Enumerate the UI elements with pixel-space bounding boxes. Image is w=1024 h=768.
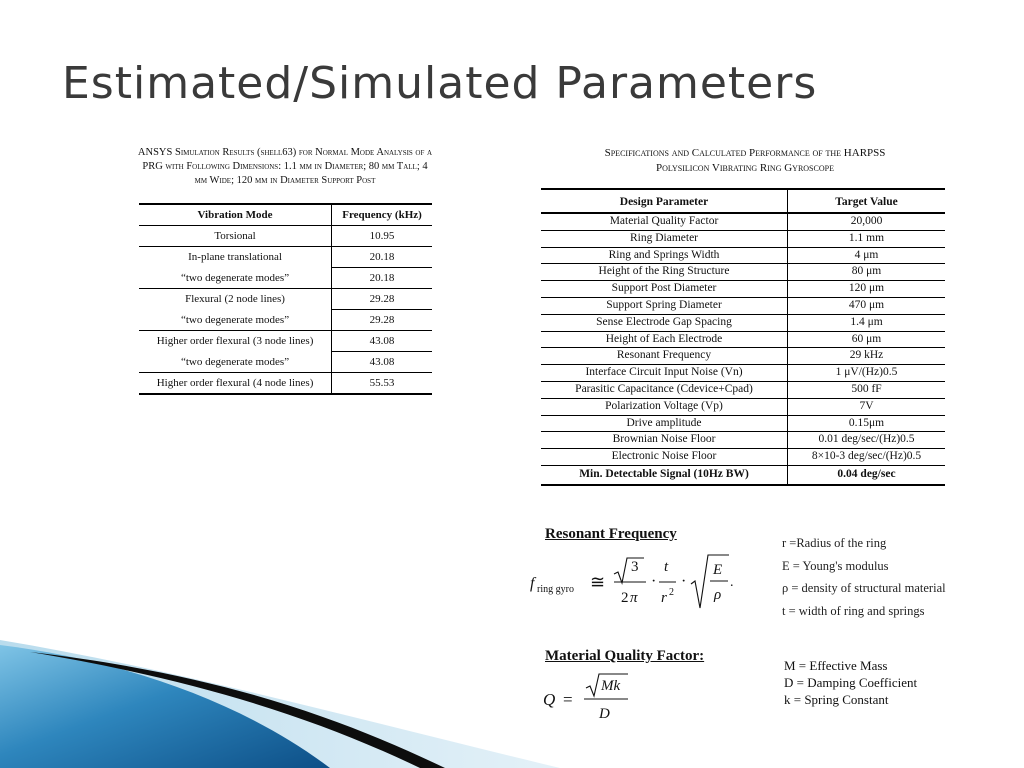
svg-text:·: · — [651, 573, 657, 590]
mode-cell: Torsional — [139, 226, 332, 247]
svg-text:≅: ≅ — [590, 572, 606, 592]
freq-cell: 55.53 — [332, 373, 432, 395]
table-row — [139, 268, 432, 289]
svg-text:ρ: ρ — [714, 587, 722, 603]
table-row — [541, 230, 945, 247]
table-row — [139, 373, 432, 395]
legend-item: E = Young's modulus — [782, 558, 889, 573]
value-cell: 1 μV/(Hz)0.5 — [788, 365, 946, 382]
table-row — [541, 432, 945, 449]
parameter-cell: Ring and Springs Width — [541, 247, 788, 264]
parameter-cell: Height of Each Electrode — [541, 331, 788, 348]
parameter-cell: Min. Detectable Signal (10Hz BW) — [541, 465, 788, 485]
table-row — [541, 281, 945, 298]
freq-cell: 43.08 — [332, 331, 432, 352]
value-cell: 1.4 μm — [788, 314, 946, 331]
mode-cell: In-plane translational — [139, 247, 332, 268]
legend-item: k = Spring Constant — [784, 692, 889, 707]
table-row — [541, 247, 945, 264]
parameter-cell: Sense Electrode Gap Spacing — [541, 314, 788, 331]
freq-cell: 10.95 — [332, 226, 432, 247]
svg-text:.: . — [730, 575, 734, 590]
col-header-frequency: Frequency (kHz) — [332, 204, 432, 226]
value-cell: 500 fF — [788, 381, 946, 398]
left-caption-line-3: μm Wide; 120 μm in Diameter Support Post — [194, 175, 376, 186]
table-row — [541, 348, 945, 365]
freq-cell: 29.28 — [332, 289, 432, 310]
value-cell: 29 kHz — [788, 348, 946, 365]
table-row — [541, 381, 945, 398]
svg-text:=: = — [563, 690, 573, 709]
value-cell: 4 μm — [788, 247, 946, 264]
table-row — [139, 331, 432, 352]
value-cell: 7V — [788, 398, 946, 415]
svg-text:ring gyro: ring gyro — [537, 584, 574, 595]
right-table-caption — [540, 146, 950, 176]
resonant-frequency-label: Resonant Frequency — [545, 526, 677, 542]
value-cell: 20,000 — [788, 213, 946, 230]
svg-text:t: t — [664, 559, 669, 575]
table-row — [541, 449, 945, 466]
parameter-cell: Ring Diameter — [541, 230, 788, 247]
parameter-cell: Electronic Noise Floor — [541, 449, 788, 466]
mode-cell: Higher order flexural (4 node lines) — [139, 373, 332, 395]
svg-text:·: · — [681, 573, 687, 590]
mode-cell: “two degenerate modes” — [139, 310, 332, 331]
col-header-design-parameter: Design Parameter — [541, 189, 788, 213]
svg-text:D: D — [599, 706, 610, 722]
col-header-mode: Vibration Mode — [139, 204, 332, 226]
svg-text:r: r — [661, 590, 667, 606]
parameter-cell: Drive amplitude — [541, 415, 788, 432]
table-row — [541, 415, 945, 432]
mode-cell: “two degenerate modes” — [139, 268, 332, 289]
parameter-cell: Height of the Ring Structure — [541, 264, 788, 281]
table-row — [541, 314, 945, 331]
vibration-mode-table — [139, 203, 432, 395]
value-cell: 0.01 deg/sec/(Hz)0.5 — [788, 432, 946, 449]
left-caption-line-2: PRG with Following Dimensions: 1.1 mm in Diameter; 80 μm Tall; 4 — [142, 161, 428, 172]
legend-item: ρ = density of structural material — [782, 581, 946, 595]
parameter-cell: Support Spring Diameter — [541, 297, 788, 314]
freq-cell: 20.18 — [332, 268, 432, 289]
parameter-cell: Material Quality Factor — [541, 213, 788, 230]
freq-cell: 43.08 — [332, 352, 432, 373]
right-caption-line-2: Polysilicon Vibrating Ring Gyroscope — [656, 162, 834, 174]
parameter-cell: Resonant Frequency — [541, 348, 788, 365]
table-row — [541, 297, 945, 314]
table-row — [139, 226, 432, 247]
parameter-cell: Brownian Noise Floor — [541, 432, 788, 449]
value-cell: 470 μm — [788, 297, 946, 314]
legend-item: M = Effective Mass — [784, 658, 888, 673]
table-row — [541, 264, 945, 281]
table-row — [139, 247, 432, 268]
value-cell: 80 μm — [788, 264, 946, 281]
value-cell: 0.15μm — [788, 415, 946, 432]
value-cell: 120 μm — [788, 281, 946, 298]
left-table-caption — [90, 146, 480, 188]
right-caption-line-1: Specifications and Calculated Performance of the HARPSS — [604, 147, 886, 159]
legend-item: r =Radius of the ring — [782, 536, 887, 550]
value-cell: 60 μm — [788, 331, 946, 348]
mode-cell: Flexural (2 node lines) — [139, 289, 332, 310]
decorative-swoosh — [0, 600, 1024, 768]
table-row — [139, 310, 432, 331]
value-cell: 0.04 deg/sec — [788, 465, 946, 485]
left-caption-line-1: ANSYS Simulation Results (shell63) for Normal Mode Analysis of a — [137, 147, 433, 158]
svg-text:π: π — [630, 590, 638, 606]
table-row — [541, 398, 945, 415]
table-row — [541, 213, 945, 230]
freq-cell: 29.28 — [332, 310, 432, 331]
mode-cell: “two degenerate modes” — [139, 352, 332, 373]
svg-text:2: 2 — [621, 590, 629, 606]
value-cell: 8×10-3 deg/sec/(Hz)0.5 — [788, 449, 946, 466]
parameter-cell: Parasitic Capacitance (Cdevice+Cpad) — [541, 381, 788, 398]
parameter-cell: Interface Circuit Input Noise (Vn) — [541, 365, 788, 382]
total-row — [541, 465, 945, 485]
table-row — [139, 289, 432, 310]
table-row — [139, 352, 432, 373]
legend-item: t = width of ring and springs — [782, 603, 925, 618]
svg-text:E: E — [713, 562, 723, 578]
mode-cell: Higher order flexural (3 node lines) — [139, 331, 332, 352]
svg-text:f: f — [530, 575, 535, 592]
col-header-target-value: Target Value — [788, 189, 946, 213]
specification-table — [541, 188, 945, 486]
parameter-cell: Support Post Diameter — [541, 281, 788, 298]
slide-title: Estimated/Simulated Parameters — [62, 58, 818, 109]
table-row — [541, 331, 945, 348]
svg-text:Q: Q — [543, 690, 556, 709]
material-quality-factor-label: Material Quality Factor: — [545, 648, 705, 664]
svg-text:3: 3 — [631, 559, 639, 575]
table-row — [541, 365, 945, 382]
parameter-cell: Polarization Voltage (Vp) — [541, 398, 788, 415]
freq-cell: 20.18 — [332, 247, 432, 268]
legend-item: D = Damping Coefficient — [784, 675, 918, 690]
svg-text:2: 2 — [669, 587, 674, 598]
value-cell: 1.1 mm — [788, 230, 946, 247]
svg-text:Mk: Mk — [601, 678, 621, 694]
